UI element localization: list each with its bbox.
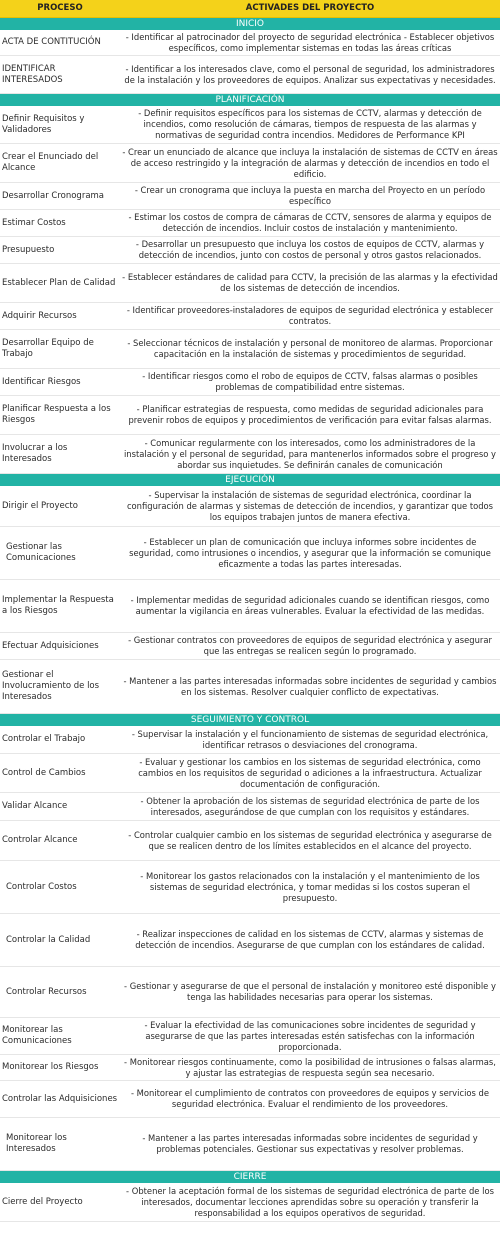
activity-text: - Estimar los costos de compra de cámaras de CCTV, sensores de alarma y equipos de detección de incendios. Incluir costos de instalación y mantenimiento. xyxy=(128,212,492,233)
table-row xyxy=(0,144,500,183)
header-process: PROCESO xyxy=(37,3,83,13)
activity-text: - Mantener a las partes interesadas informadas sobre incidentes de seguridad y cambios en los sistemas. Resolver cualquier conflicto de expectativas. xyxy=(123,675,497,697)
process-name: Definir Requisitos y Validadores xyxy=(2,113,85,135)
process-name: Monitorear los Riesgos xyxy=(2,1062,99,1072)
table-row xyxy=(0,527,500,580)
table-row xyxy=(0,580,500,633)
process-name: Gestionar el Involucramiento de los Interesados xyxy=(2,670,100,702)
process-name: Dirigir el Proyecto xyxy=(2,500,78,511)
process-name: Adquirir Recursos xyxy=(2,310,77,321)
activity-text: - Implementar medidas de seguridad adicionales cuando se identifican riesgos, como aumentar la vigilancia en áreas vulnerables. Evaluar la efectividad de las medidas. xyxy=(130,595,490,616)
table-row xyxy=(0,183,500,210)
table-row xyxy=(0,56,500,94)
table-row xyxy=(0,264,500,303)
activity-text: - Mantener a las partes interesadas informadas sobre incidentes de seguridad y problemas potenciales. Gestionar sus expectativas y resolver problemas. xyxy=(142,1133,478,1154)
table-body xyxy=(0,18,500,1222)
activity-text: - Crear un cronograma que incluya la puesta en marcha del Proyecto en un período específico xyxy=(134,185,486,206)
table-row xyxy=(0,633,500,660)
table-row xyxy=(0,1118,500,1171)
activity-text: - Crear un enunciado de alcance que incluya la instalación de sistemas de CCTV en áreas de acceso restringido y la integración de alarmas y detección de incendios en todo el edificio. xyxy=(122,146,498,179)
table-row xyxy=(0,660,500,714)
activity-text: - Desarrollar un presupuesto que incluya los costos de equipos de CCTV, alarmas y detección de incendios, junto con costos de personal y otros gastos relacionados. xyxy=(135,239,485,260)
activity-text: - Supervisar la instalación de sistemas de seguridad electrónica, coordinar la configuración de alarmas y sistemas de detección de incendios, y garantizar que todos los equipos trabajen juntos de manera efectiva. xyxy=(126,489,494,522)
table-row xyxy=(0,821,500,861)
process-name: IDENTIFICAR INTERESADOS xyxy=(2,63,63,85)
activity-text: - Definir requisitos específicos para los sistemas de CCTV, alarmas y detección de incendios, como resolución de cámaras, tiempos de respuesta de las alarmas y normativas de seguridad contra incendios. Medidores de Performance KPI xyxy=(138,108,482,140)
activity-text: - Gestionar y asegurarse de que el personal de instalación y monitoreo esté disponible y tenga las habilidades necesarias para operar los sistemas. xyxy=(124,981,496,1002)
process-name: Identificar Riesgos xyxy=(2,376,81,387)
process-name: Control de Cambios xyxy=(2,767,86,778)
table-row xyxy=(0,486,500,527)
activity-text: - Evaluar y gestionar los cambios en los sistemas de seguridad electrónica, como cambios en los requisitos de seguridad o adiciones a la infraestructura. Actualizar documentación de configuración. xyxy=(138,756,482,789)
activity-text: - Obtener la aprobación de los sistemas de seguridad electrónica de parte de los interesados, asegurándose de que cumplan con los requisitos y estándares. xyxy=(140,795,480,817)
table-row xyxy=(0,1081,500,1118)
process-name: Involucrar a los Interesados xyxy=(2,443,68,464)
process-name: Monitorear las Comunicaciones xyxy=(2,1025,72,1046)
activity-text: - Monitorear los gastos relacionados con la instalación y el mantenimiento de los sistemas de seguridad electrónica, y tomar medidas si los costos superan el presupuesto. xyxy=(140,870,480,903)
activity-text: - Identificar al patrocinador del proyecto de seguridad electrónica - Establecer objetivos específicos, como implementar sistemas en todas las áreas críticas xyxy=(125,31,495,53)
table-row xyxy=(0,967,500,1018)
table-row xyxy=(0,861,500,914)
activity-text: - Supervisar la instalación y el funcionamiento de sistemas de seguridad electrónica, identificar retrasos o desviaciones del cronograma. xyxy=(131,728,489,750)
activity-text: - Comunicar regularmente con los interesados, como los administradores de la instalación y el personal de seguridad, para mantenerlos informados sobre el progreso y abordar sus inquietudes. Se definirán canales de comunicación xyxy=(123,437,497,470)
process-name: Gestionar las Comunicaciones xyxy=(6,542,76,563)
process-name: Validar Alcance xyxy=(2,801,68,811)
process-name: Controlar Alcance xyxy=(2,835,78,845)
table-row xyxy=(0,396,500,435)
activity-text: - Obtener la aceptación formal de los sistemas de seguridad electrónica de parte de los interesados, documentar lecciones aprendidas sobre su operación y transferir la responsabilidad a los equipos operativos de seguridad. xyxy=(126,1185,494,1218)
process-name: Desarrollar Equipo de Trabajo xyxy=(2,338,94,359)
table-header xyxy=(0,0,500,18)
table-row xyxy=(0,435,500,474)
table-row xyxy=(0,303,500,330)
table-row xyxy=(0,330,500,369)
section-header: PLANIFICACIÓN xyxy=(0,94,500,106)
process-name: Efectuar Adquisiciones xyxy=(2,640,99,651)
process-name: Desarrollar Cronograma xyxy=(2,190,105,201)
header-activities: ACTIVADES DEL PROYECTO xyxy=(245,3,375,13)
activity-text: - Identificar proveedores-instaladores de equipos de seguridad electrónica y establecer contratos. xyxy=(126,305,494,326)
activity-text: - Planificar estrategias de respuesta, como medidas de seguridad adicionales para prevenir robos de equipos y procedimientos de verificación para evitar falsas alarmas. xyxy=(128,404,492,425)
activity-text: - Seleccionar técnicos de instalación y personal de monitoreo de alarmas. Proporcionar capacitación en la instalación de sistemas y procedimientos de seguridad. xyxy=(127,338,493,359)
table-row xyxy=(0,1018,500,1055)
process-name: Controlar las Adquisiciones xyxy=(2,1093,118,1104)
process-name: Planificar Respuesta a los Riesgos xyxy=(2,404,111,425)
section-header: SEGUIMIENTO Y CONTROL xyxy=(0,714,500,726)
activity-text: - Gestionar contratos con proveedores de equipos de seguridad electrónica y asegurar que las entregas se realicen según lo programado. xyxy=(128,635,492,656)
table-row xyxy=(0,1055,500,1081)
section-header: INICIO xyxy=(0,18,500,30)
process-name: Monitorear los Interesados xyxy=(6,1133,67,1154)
section-header: EJECUCIÓN xyxy=(0,474,500,486)
activity-text: - Establecer un plan de comunicación que incluya informes sobre incidentes de seguridad, como intrusiones o incendios, y asegurar que la información se comunique eficazmente a todas las partes interesadas. xyxy=(129,536,491,569)
process-name: Crear el Enunciado del Alcance xyxy=(2,152,99,173)
activity-text: - Controlar cualquier cambio en los sistemas de seguridad electrónica y asegurarse de que se realicen dentro de los límites establecidos en el alcance del proyecto. xyxy=(128,829,492,851)
activity-text: - Identificar a los interesados clave, como el personal de seguridad, los administradores de la instalación y los proveedores de equipos. Analizar sus expectativas y necesidades. xyxy=(124,63,496,85)
table-row xyxy=(0,30,500,56)
activity-text: - Identificar riesgos como el robo de equipos de CCTV, falsas alarmas o posibles problemas de compatibilidad entre sistemas. xyxy=(142,371,478,392)
table-row xyxy=(0,210,500,237)
section-header: CIERRE xyxy=(0,1171,500,1183)
activity-text: - Realizar inspecciones de calidad en los sistemas de CCTV, alarmas y sistemas de detección de incendios. Asegurarse de que cumplan con los estándares de calidad. xyxy=(135,929,485,950)
table-row xyxy=(0,914,500,967)
process-name: Controlar la Calidad xyxy=(6,934,91,945)
process-name: Controlar el Trabajo xyxy=(2,734,86,744)
process-name: Establecer Plan de Calidad xyxy=(2,277,116,288)
table-row xyxy=(0,754,500,793)
table-row xyxy=(0,1183,500,1222)
table-row xyxy=(0,726,500,754)
process-name: Controlar Recursos xyxy=(6,986,87,997)
process-name: Cierre del Proyecto xyxy=(2,1196,83,1207)
table-row xyxy=(0,793,500,821)
table-row xyxy=(0,106,500,144)
process-name: Implementar la Respuesta a los Riesgos xyxy=(2,595,114,616)
activity-text: - Monitorear el cumplimiento de contratos con proveedores de equipos y servicios de seguridad electrónica. Evaluar el rendimiento de los proveedores. xyxy=(130,1088,490,1109)
table-row xyxy=(0,369,500,396)
process-name: Presupuesto xyxy=(2,244,55,255)
process-name: Controlar Costos xyxy=(6,881,77,892)
activity-text: - Monitorear riesgos continuamente, como la posibilidad de intrusiones o falsas alarmas, y ajustar las estrategias de respuesta según sea necesario. xyxy=(124,1056,496,1078)
activity-text: - Evaluar la efectividad de las comunicaciones sobre incidentes de seguridad y asegurarse de que las partes interesadas estén satisfechas con la información proporcionada. xyxy=(144,1019,476,1052)
process-name: Estimar Costos xyxy=(2,217,66,228)
activity-text: - Establecer estándares de calidad para CCTV, la precisión de las alarmas y la efectividad de los sistemas de detección de incendios. xyxy=(122,272,498,293)
table-row xyxy=(0,237,500,264)
process-name: ACTA DE CONTITUCIÓN xyxy=(2,37,101,47)
